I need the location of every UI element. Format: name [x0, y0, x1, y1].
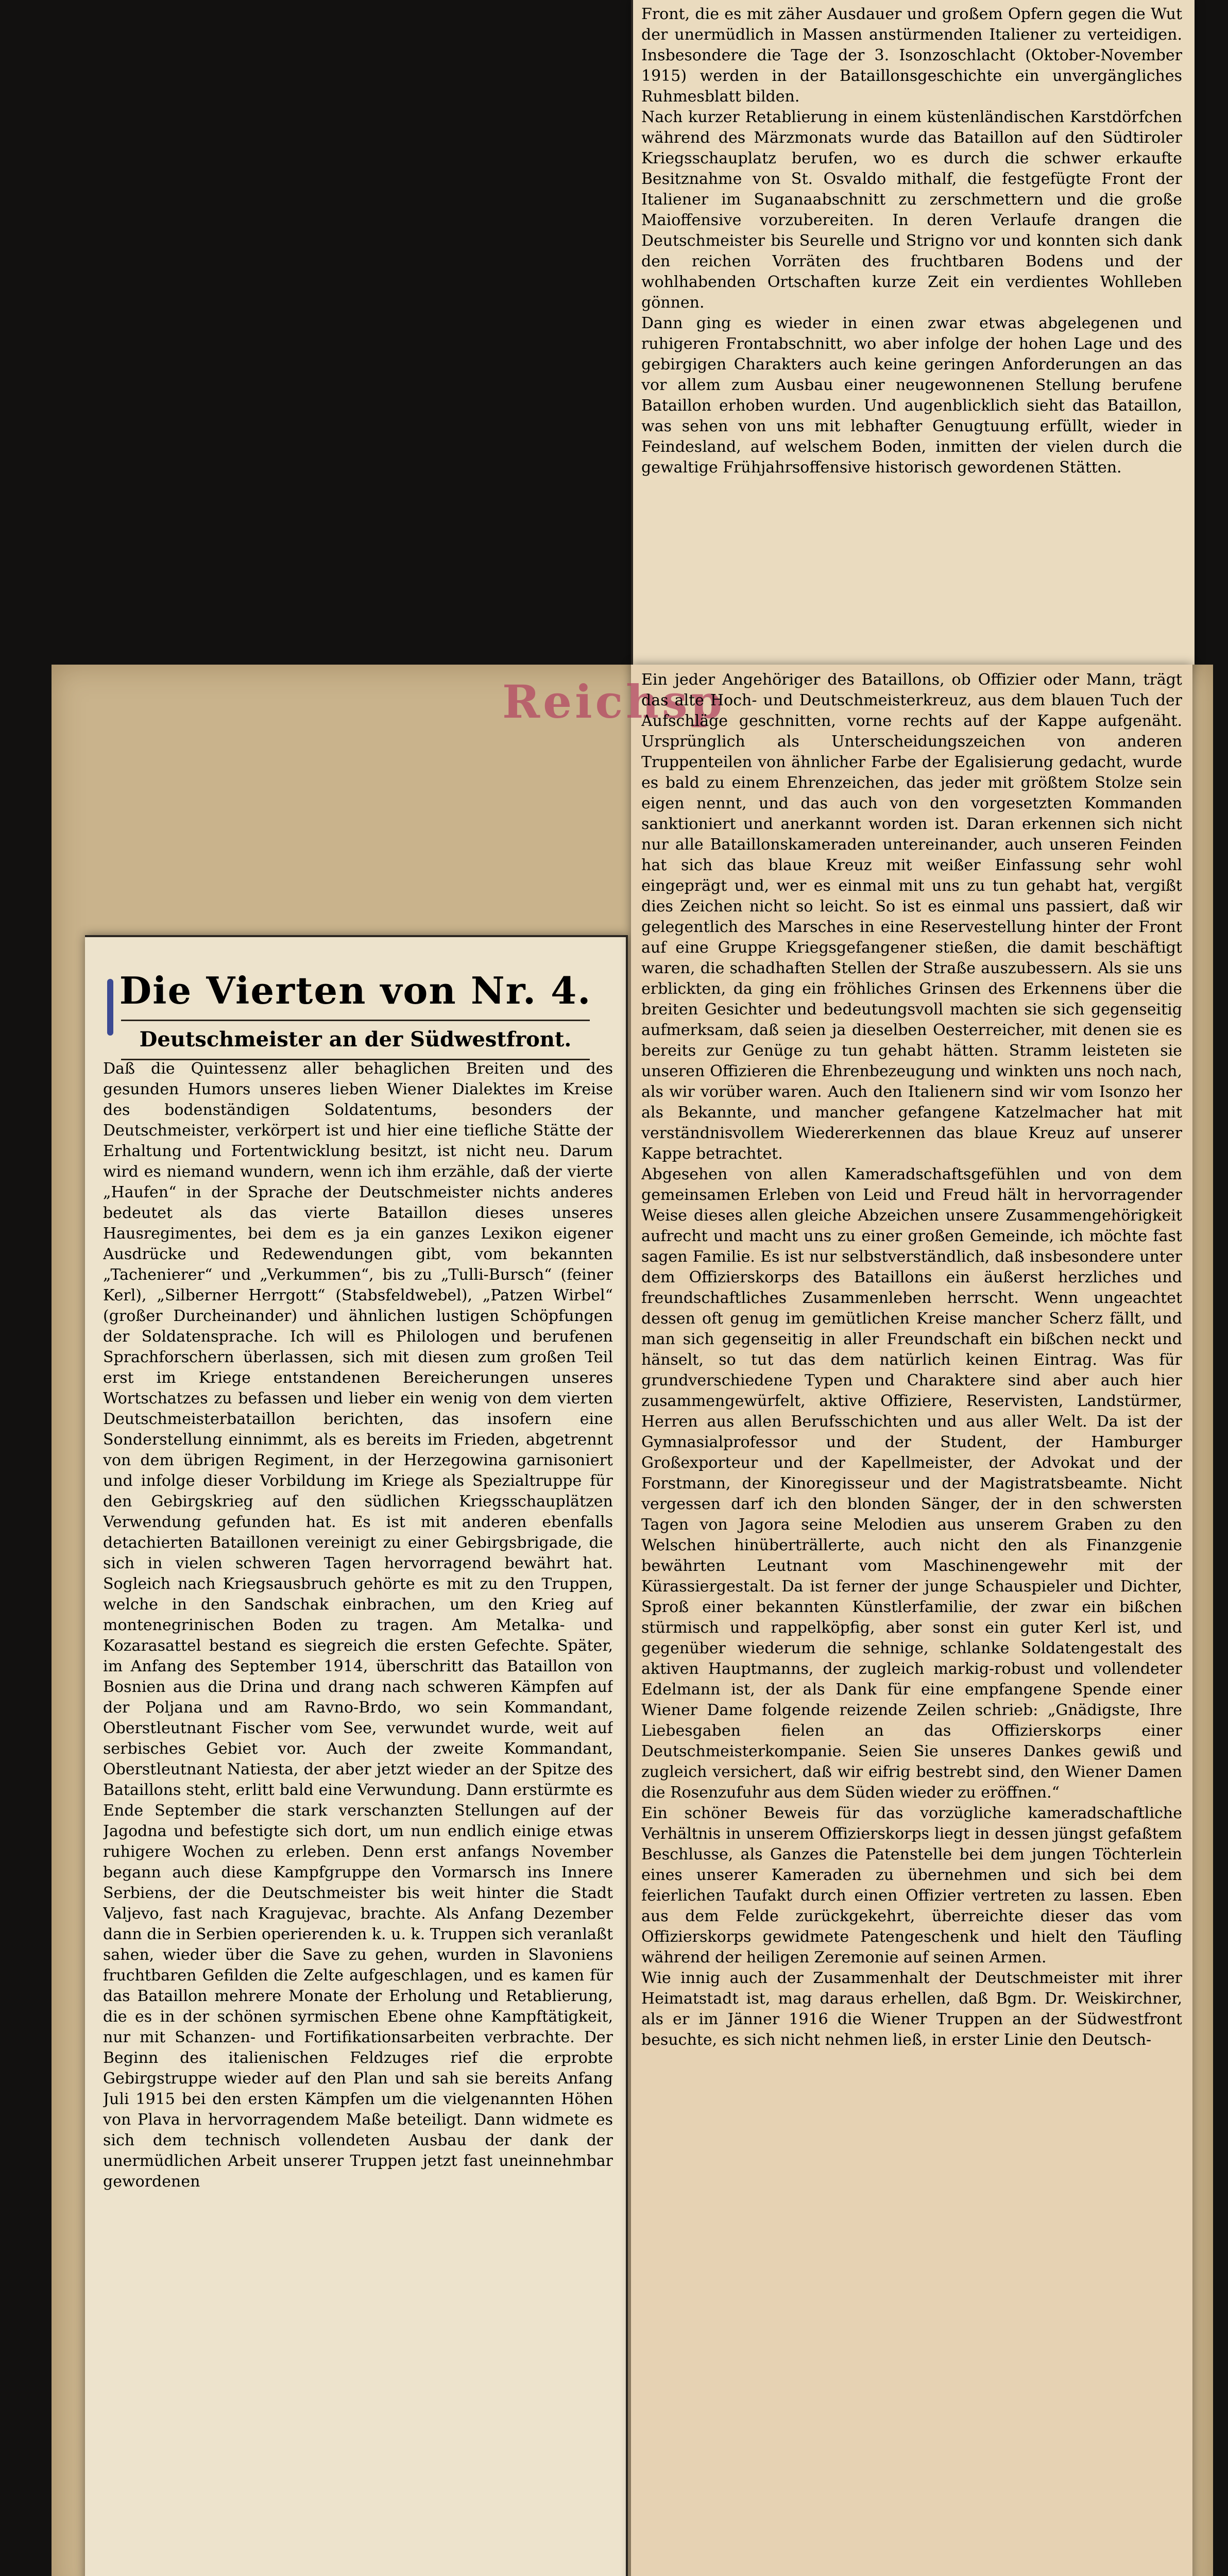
archive-stamp: Reichsp [502, 675, 726, 728]
column-left-text: Daß die Quintessenz aller behaglichen Breiten und des gesunden Humors unseres lieben Wiener Dialektes im Kreise des bodenständigen Soldatentums, besonders der Deutschmeister, verkörpert ist und hier eine tiefliche Stätte der Erhaltung und Fortentwicklung besitzt, ist nicht neu. Darum wird es niemand wundern, wenn ich ihm erzähle, daß der vierte „Haufen“ in der Sprache der Deutschmeister nichts anderes bedeutet als das vierte Bataillon dieses unseres Hausregimentes, bei dem es ja ein ganzes Lexikon eigener Ausdrücke und Redewendungen gibt, vom bekannten „Tachenierer“ und „Verkummen“, bis zu „Tulli-Bursch“ (feiner Kerl), „Silberner Herrgott“ (Stabsfeldwebel), „Patzen Wirbel“ (großer Durcheinander) und ähnlichen lustigen Schöpfungen der Soldatensprache. Ich will es Philologen und berufenen Sprachforschern überlassen, sich mit diesen zum großen Teil erst im Kriege entstandenen Bereicherungen unseres Wortschatzes zu befassen und lieber ein wenig von dem vierten Deutschmeisterbataillon berichten, das insofern eine Sonderstellung einnimmt, als es bereits im Frieden, abgetrennt von dem übrigen Regiment, in der Herzegowina garnisoniert und infolge dieser Vorbildung im Kriege als Spezialtruppe für den Gebirgskrieg auf den südlichen Kriegsschauplätzen Verwendung gefunden hat. Es ist mit anderen ebenfalls detachierten Bataillonen vereinigt zu einer Gebirgsbrigade, die sich in vielen schweren Tagen hervorragend bewährt hat. Sogleich nach Kriegsausbruch gehörte es mit zu den Truppen, welche in den Sandschak einbrachen, um den Krieg auf montenegrinischen Boden zu tragen. Am Metalka- und Kozarasattel bestand es siegreich die ersten Gefechte. Später, im Anfang des September 1914, überschritt das Bataillon von Bosnien aus die Drina und drang nach schweren Kämpfen auf der Poljana und am Ravno-Brdo, wo sein Kommandant, Oberstleutnant Fischer vom See, verwundet wurde, weit auf serbisches Gebiet vor. Auch der zweite Kommandant, Oberstleutnant Natiesta, der aber jetzt wieder an der Spitze des Bataillons steht, erlitt bald eine Verwundung. Dann erstürmte es Ende September die stark verschanzten Stellungen auf der Jagodna und befestigte sich dort, um nun endlich einige etwas ruhigere Wochen zu erleben. Denn erst anfangs November begann auch diese Kampfgruppe den Vormarsch ins Innere Serbiens, der die Deutschmeister bis weit hinter die Stadt Valjevo, fast nach Kragujevac, brachte. Als Anfang Dezember dann die in Serbien operierenden k. u. k. Truppen sich veranlaßt sahen, wieder über die Save zu gehen, wurden in Slavoniens fruchtbaren Gefilden die Zelte aufgeschlagen, und es kamen für das Bataillon mehrere Monate der Erholung und Retablierung, die es in der schönen syrmischen Ebene ohne Kampftätigkeit, nur mit Schanzen- und Fortifikationsarbeiten verbrachte. Der Beginn des italienischen Feldzuges rief die erprobte Gebirgstruppe wieder auf den Plan und sah sie bereits Anfang Juli 1915 bei den ersten Kämpfen um die vielgenannten Höhen von Plava in hervorragendem Maße beteiligt. Dann widmete es sich dem technisch vollendeten Ausbau der dank der unermüdlichen Arbeit unserer Truppen jetzt fast uneinnehmbar gewordenen [103, 1060, 613, 2191]
headline: Die Vierten von Nr. 4. [119, 969, 592, 1012]
article-header [85, 969, 626, 1060]
subheadline: Deutschmeister an der Südwestfront. [139, 1027, 572, 1052]
column-right-top-text: Front, die es mit zäher Ausdauer und großem Opfern gegen die Wut der unermüdlich in Massen anstürmenden Italiener zu verteidigen. Insbesondere die Tage der 3. Isonzoschlacht (Oktober-November 1915) werden in der Bataillonsgeschichte ein unvergängliches Ruhmesblatt bilden. Nach kurzer Retablierung in einem küstenländischen Karstdörfchen während des Märzmonats wurde das Bataillon auf den Südtiroler Kriegsschauplatz berufen, wo es durch die schwer erkaufte Besitznahme von St. Osvaldo mithalf, die festgefügte Front der Italiener im Suganaabschnitt zu zerschmettern und die große Maioffensive vorzubereiten. In deren Verlaufe drangen die Deutschmeister bis Seurelle und Strigno vor und konnten sich dank den reichen Vorräten des fruchtbaren Bodens und der wohlhabenden Ortschaften kurze Zeit ein verdientes Wohlleben gönnen. Dann ging es wieder in einen zwar etwas abgelegenen und ruhigeren Frontabschnitt, wo aber infolge der hohen Lage und des gebirgigen Charakters auch keine geringen Anforderungen an das vor allem zum Ausbau einer neugewonnenen Stellung berufene Bataillon erhoben wurden. Und augenblicklich sieht das Bataillon, was sehen von uns mit lebhafter Genugtuung erfüllt, wieder in Feindesland, auf welschem Boden, inmitten der vielen durch die gewaltige Frühjahrsoffensive historisch gewordenen Stätten. [641, 5, 1182, 477]
headline-rule [121, 1020, 590, 1021]
column-right-bottom-text: Ein jeder Angehöriger des Bataillons, ob Offizier oder Mann, trägt das alte Hoch- und Deutschmeisterkreuz, aus dem blauen Tuch der Aufschläge geschnitten, vorne rechts auf der Kappe aufgenäht. Ursprünglich als Unterscheidungszeichen von anderen Truppenteilen von ähnlicher Farbe der Egalisierung gedacht, wurde es bald zu einem Ehrenzeichen, das jeder mit größtem Stolze sein eigen nennt, und das auch von den vorgesetzten Kommanden sanktioniert und anerkannt worden ist. Daran erkennen sich nicht nur alle Bataillonskameraden untereinander, auch unseren Feinden hat sich das blaue Kreuz mit weißer Einfassung sehr wohl eingeprägt und, wer es einmal mit uns zu tun gehabt hat, vergißt dies Zeichen nicht so leicht. So ist es einmal uns passiert, daß wir gelegentlich des Marsches in eine Reservestellung hinter der Front auf eine Gruppe Kriegsgefangener stießen, die damit beschäftigt waren, die schadhaften Stellen der Straße auszubessern. Als sie uns erblickten, da ging ein fröhliches Grinsen des Erkennens über die breiten Gesichter und bedeutungsvoll machten sie sich gegenseitig aufmerksam, daß seien ja dieselben Oesterreicher, mit denen sie es bereits zur Genüge zu tun gehabt hätten. Stramm leisteten sie unseren Offizieren die Ehrenbezeugung und winkten uns noch nach, als wir vorüber waren. Auch den Italienern sind wir vom Isonzo her als Bekannte, und mancher gefangene Katzelmacher hat mit verständnisvollem Wiedererkennen das blaue Kreuz auf unserer Kappe betrachtet. Abgesehen von allen Kameradschaftsgefühlen und von dem gemeinsamen Erleben von Leid und Freud hält in hervorragender Weise dieses allen gleiche Abzeichen unsere Zusammengehörigkeit aufrecht und macht uns zu einer großen Gemeinde, ich möchte fast sagen Familie. Es ist nur selbstverständlich, daß insbesondere unter dem Offizierskorps des Bataillons ein äußerst herzliches und freundschaftliches Zusammenleben herrscht. Wenn ungeachtet dessen oft genug im gemütlichen Kreise mancher Scherz fällt, und man sich gegenseitig in aller Freundschaft ein bißchen neckt und hänselt, so tut das dem natürlich keinen Eintrag. Was für grundverschiedene Typen und Charaktere sind aber auch hier zusammengewürfelt, aktive Offiziere, Reservisten, Landstürmer, Herren aus allen Berufsschichten und aus aller Welt. Da ist der Gymnasialprofessor und der Student, der Hamburger Großexporteur und der Kapellmeister, der Advokat und der Forstmann, der Kinoregisseur und der Magistratsbeamte. Nicht vergessen darf ich den blonden Sänger, der in den schwersten Tagen von Jagora seine Melodien aus unserem Graben zu den Welschen hinüberträllerte, auch nicht den als Finanzgenie bewährten Leutnant vom Maschinengewehr mit der Kürassiergestalt. Da ist ferner der junge Schauspieler und Dichter, Sproß einer bekannten Künstlerfamilie, der zwar ein bißchen stürmisch und rappelköpfig, aber sonst ein guter Kerl ist, und gegenüber wiederum die sehnige, schlanke Soldatengestalt des aktiven Hauptmanns, der zugleich markig-robust und vollendeter Edelmann ist, der als Dank für eine empfangene Spende einer Wiener Dame folgende reizende Zeilen schrieb: „Gnädigste, Ihre Liebesgaben fielen an das Offizierskorps einer Deutschmeisterkompanie. Seien Sie unseres Dankes gewiß und zugleich versichert, daß wir eifrig bestrebt sind, den Wiener Damen die Rosenzufuhr aus dem Süden wieder zu eröffnen.“ Ein schöner Beweis für das vorzügliche kameradschaftliche Verhältnis in unserem Offizierskorps liegt in dessen jüngst gefaßtem Beschlusse, als Ganzes die Patenstelle bei dem jungen Töchterlein eines unserer Kameraden zu übernehmen und sich bei dem feierlichen Taufakt durch einen Offizier vertreten zu lassen. Eben aus dem Felde zurückgekehrt, überreichte dieser das vom Offizierskorps gewidmete Patengeschenk und hielt den Täufling während der heiligen Zeremonie auf seinen Armen. Wie innig auch der Zusammenhalt der Deutschmeister mit ihrer Heimatstadt ist, mag daraus erhellen, daß Bgm. Dr. Weiskirchner, als er im Jänner 1916 die Wiener Truppen an der Südwestfront besuchte, es sich nicht nehmen ließ, in erster Linie den Deutsch- [641, 671, 1182, 2049]
